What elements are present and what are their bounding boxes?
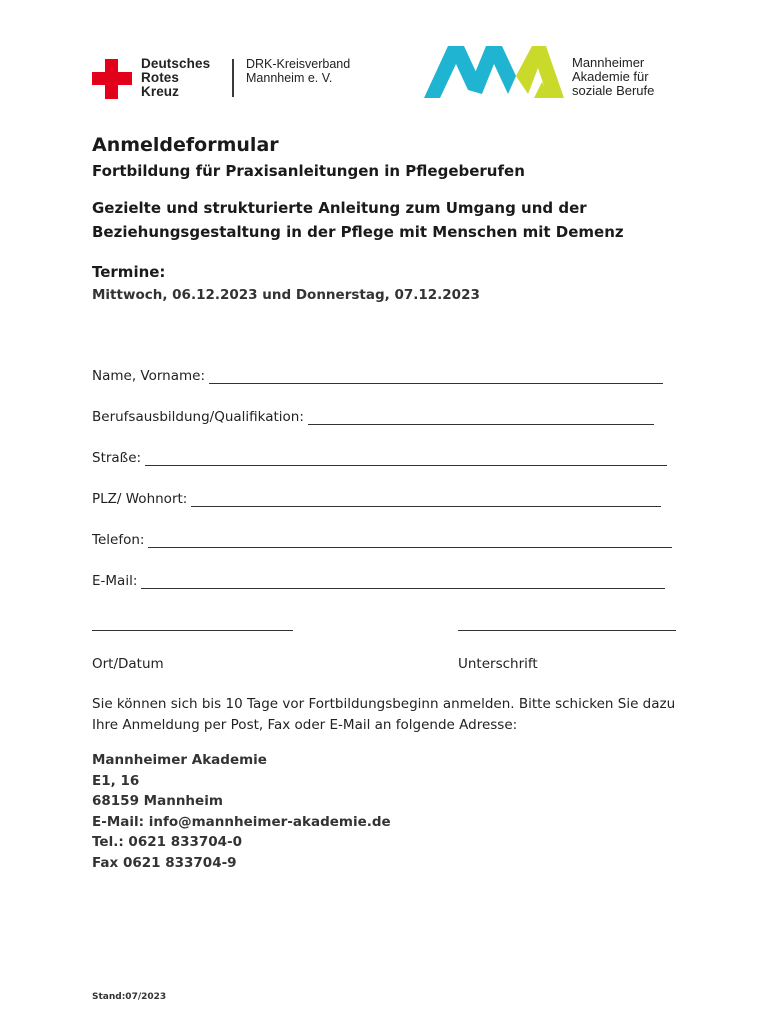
mannheimer-akademie-name: Mannheimer Akademie für soziale Berufe <box>572 55 655 98</box>
name-field <box>92 368 663 384</box>
address-street: E1, 16 <box>92 772 140 789</box>
street-field <box>92 450 667 466</box>
red-cross-icon <box>92 59 132 99</box>
email-label: E-Mail: <box>92 573 138 589</box>
phone-field <box>92 532 672 548</box>
qualification-input-line[interactable] <box>308 410 654 425</box>
address-city: 68159 Mannheim <box>92 793 223 809</box>
mannheimer-akademie-logo <box>424 42 694 102</box>
form-title: Anmeldeformular <box>92 134 279 156</box>
dates-heading: Termine: <box>92 263 166 281</box>
qualification-label: Berufsausbildung/Qualifikation: <box>92 409 304 425</box>
drk-logo <box>92 55 362 101</box>
name-input-line[interactable] <box>209 369 663 384</box>
phone-input-line[interactable] <box>148 533 672 548</box>
ma-logo-mark-icon <box>424 42 564 100</box>
drk-kreisverband-name: DRK-Kreisverband Mannheim e. V. <box>246 57 351 85</box>
qualification-field <box>92 409 654 425</box>
logo-divider <box>232 59 234 97</box>
drk-name: Deutsches Rotes Kreuz <box>141 56 211 99</box>
street-input-line[interactable] <box>145 451 667 466</box>
course-topic: Gezielte und strukturierte Anleitung zum Umgang und der Beziehungsgestaltung in der Pflege mit Menschen mit Demenz <box>92 199 624 241</box>
zip-city-label: PLZ/ Wohnort: <box>92 491 188 507</box>
signature-label: Unterschrift <box>458 656 538 672</box>
dates-value: Mittwoch, 06.12.2023 und Donnerstag, 07.12.2023 <box>92 287 480 303</box>
place-date-input-line[interactable] <box>92 629 293 631</box>
place-date-label: Ort/Datum <box>92 656 164 672</box>
signature-input-line[interactable] <box>458 629 676 631</box>
address-phone: Tel.: 0621 833704-0 <box>92 834 243 850</box>
contact-address <box>92 750 391 873</box>
name-label: Name, Vorname: <box>92 368 206 384</box>
course-subtitle: Fortbildung für Praxisanleitungen in Pflegeberufen <box>92 162 525 180</box>
zip-city-input-line[interactable] <box>191 492 661 507</box>
email-field <box>92 573 665 589</box>
address-email[interactable]: E-Mail: info@mannheimer-akademie.de <box>92 813 391 830</box>
address-organization: Mannheimer Akademie <box>92 752 267 768</box>
registration-info-text: Sie können sich bis 10 Tage vor Fortbildungsbeginn anmelden. Bitte schicken Sie dazu Ihre Anmeldung per Post, Fax oder E-Mail an folgende Adresse: <box>92 696 676 733</box>
phone-label: Telefon: <box>92 532 145 548</box>
email-input-line[interactable] <box>141 574 665 589</box>
address-fax: Fax 0621 833704-9 <box>92 854 237 871</box>
street-label: Straße: <box>92 450 142 466</box>
document-version-date: Stand:07/2023 <box>92 992 167 1002</box>
zip-city-field <box>92 491 661 507</box>
